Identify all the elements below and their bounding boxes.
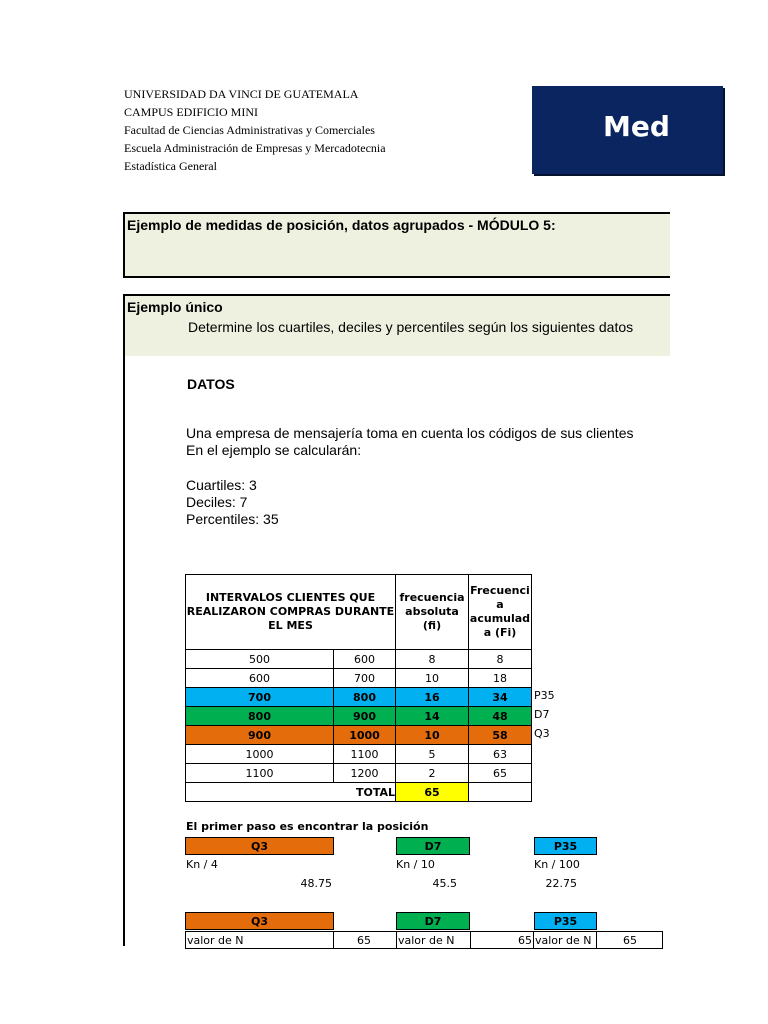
example-instruction: Determine los cuartiles, deciles y percentiles según los siguientes datos <box>188 319 634 335</box>
interval-upper: 700 <box>334 669 396 688</box>
course-name: Estadística General <box>124 159 217 173</box>
q3-label: Q3 <box>185 837 334 855</box>
table-row <box>186 669 532 688</box>
banner-text: Med <box>603 110 670 143</box>
fi-cell: 14 <box>396 707 469 726</box>
interval-lower: 800 <box>186 707 334 726</box>
d7-n-text: valor de N <box>396 931 471 949</box>
interval-upper: 800 <box>334 688 396 707</box>
datos-line-1: Una empresa de mensajería toma en cuenta los códigos de sus clientes <box>186 425 634 441</box>
total-value: 65 <box>396 783 469 802</box>
p35-n-value: 65 <box>596 931 663 949</box>
d7-label: D7 <box>396 837 470 855</box>
fi-cell: 10 <box>396 726 469 745</box>
tag-q3: Q3 <box>534 727 550 740</box>
institution-header <box>124 85 386 175</box>
interval-lower: 600 <box>186 669 334 688</box>
example-heading: Ejemplo único <box>127 299 223 315</box>
header-intervals: INTERVALOS CLIENTES QUE REALIZARON COMPRAS DURANTE EL MES <box>186 575 396 650</box>
interval-upper: 1000 <box>334 726 396 745</box>
p35-position-value: 22.75 <box>545 877 577 890</box>
deciles-text: Deciles: 7 <box>186 494 248 510</box>
q3-n-label: Q3 <box>185 912 334 930</box>
table-header-row <box>186 575 532 650</box>
interval-lower: 1100 <box>186 764 334 783</box>
interval-lower: 500 <box>186 650 334 669</box>
university-name: UNIVERSIDAD DA VINCI DE GUATEMALA <box>124 87 359 101</box>
tag-d7: D7 <box>534 708 550 721</box>
Fi-cell: 34 <box>469 688 532 707</box>
d7-position-value: 45.5 <box>432 877 457 890</box>
table-row-d7 <box>186 707 532 726</box>
interval-upper: 1200 <box>334 764 396 783</box>
table-row-q3 <box>186 726 532 745</box>
school-name: Escuela Administración de Empresas y Mercadotecnia <box>124 141 386 155</box>
datos-heading: DATOS <box>187 376 235 392</box>
q3-formula: Kn / 4 <box>186 858 218 871</box>
datos-line-2: En el ejemplo se calcularán: <box>186 442 362 458</box>
fi-cell: 2 <box>396 764 469 783</box>
fi-cell: 16 <box>396 688 469 707</box>
tag-p35: P35 <box>534 689 555 702</box>
p35-label: P35 <box>534 837 597 855</box>
p35-n-label: P35 <box>534 912 597 930</box>
fi-cell: 8 <box>396 650 469 669</box>
module-title-box <box>123 212 670 278</box>
table-row-p35 <box>186 688 532 707</box>
header-fi: frecuencia absoluta (fi) <box>396 575 469 650</box>
q3-position-value: 48.75 <box>300 877 332 890</box>
cuartiles-text: Cuartiles: 3 <box>186 477 257 493</box>
datos-description <box>186 425 633 459</box>
example-box <box>123 294 670 356</box>
q3-n-value: 65 <box>333 931 397 949</box>
Fi-cell: 18 <box>469 669 532 688</box>
table-total-row <box>186 783 532 802</box>
fi-cell: 10 <box>396 669 469 688</box>
interval-upper: 900 <box>334 707 396 726</box>
percentiles-text: Percentiles: 35 <box>186 511 279 527</box>
interval-lower: 900 <box>186 726 334 745</box>
interval-lower: 700 <box>186 688 334 707</box>
total-label: TOTAL <box>186 783 396 802</box>
Fi-cell: 65 <box>469 764 532 783</box>
q3-n-text: valor de N <box>185 931 334 949</box>
title-banner <box>532 86 723 174</box>
p35-formula: Kn / 100 <box>534 858 580 871</box>
fi-cell: 5 <box>396 745 469 764</box>
total-empty-cell <box>469 783 532 802</box>
Fi-cell: 58 <box>469 726 532 745</box>
table-row <box>186 764 532 783</box>
p35-n-text: valor de N <box>533 931 597 949</box>
frequency-table <box>185 574 532 802</box>
interval-upper: 1100 <box>334 745 396 764</box>
position-intro: El primer paso es encontrar la posición <box>186 820 429 833</box>
left-border-line <box>123 354 125 946</box>
header-Fi: Frecuenci a acumulad a (Fi) <box>469 575 532 650</box>
d7-n-label: D7 <box>396 912 470 930</box>
Fi-cell: 8 <box>469 650 532 669</box>
Fi-cell: 48 <box>469 707 532 726</box>
interval-lower: 1000 <box>186 745 334 764</box>
table-row <box>186 745 532 764</box>
table-row <box>186 650 532 669</box>
faculty-name: Facultad de Ciencias Administrativas y Comerciales <box>124 123 375 137</box>
d7-n-value: 65 <box>470 931 534 949</box>
measures-list <box>186 477 279 528</box>
interval-upper: 600 <box>334 650 396 669</box>
campus-name: CAMPUS EDIFICIO MINI <box>124 105 259 119</box>
Fi-cell: 63 <box>469 745 532 764</box>
module-title: Ejemplo de medidas de posición, datos agrupados - MÓDULO 5: <box>127 217 556 233</box>
d7-formula: Kn / 10 <box>396 858 435 871</box>
